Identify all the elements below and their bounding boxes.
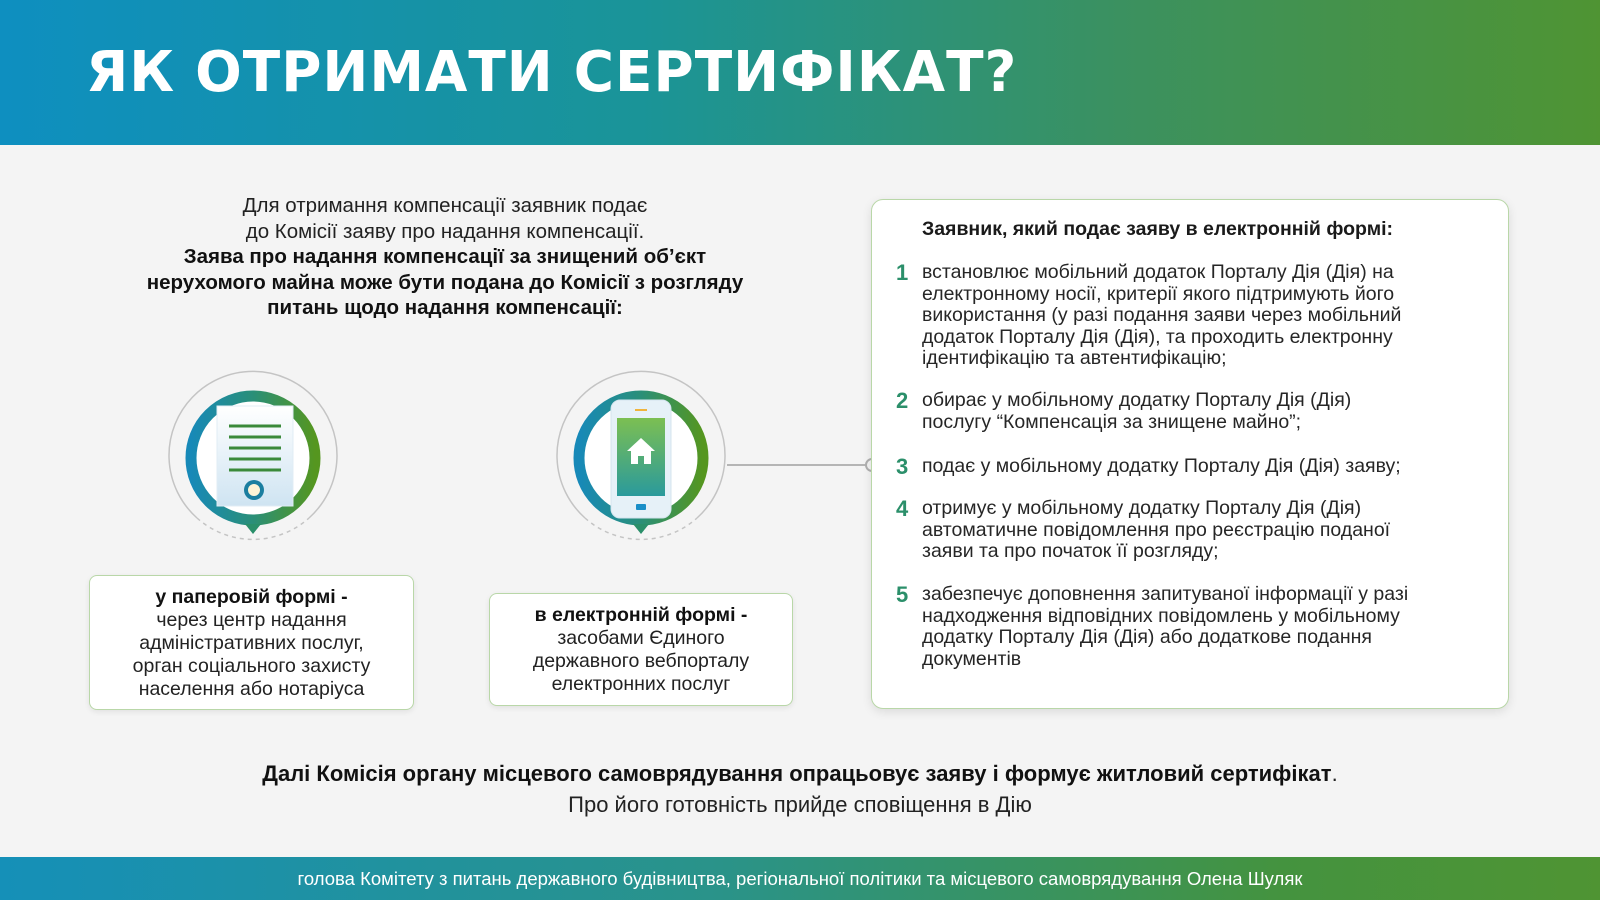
step-line: надходження відповідних повідомлень у мобільному — [922, 604, 1400, 627]
intro-bold-line: питань щодо надання компенсації: — [267, 296, 623, 319]
method-line: електронних послуг — [551, 673, 731, 695]
method-title: в електронній формі - — [534, 604, 748, 626]
method-electronic-box — [489, 593, 793, 706]
header-banner — [0, 0, 1600, 145]
certificate-document-icon — [167, 378, 339, 550]
step-number: 5 — [896, 582, 909, 607]
intro-bold-line: Заява про надання компенсації за знищений об’єкт — [183, 245, 707, 268]
step-line: встановлює мобільний додаток Порталу Дія (Дія) на — [922, 261, 1394, 283]
smartphone-home-icon — [555, 378, 727, 550]
step-line: ідентифікацію та автентифікацію; — [922, 347, 1227, 369]
steps-card — [871, 199, 1509, 709]
method-line: орган соціального захисту — [132, 655, 371, 677]
step-number: 4 — [896, 496, 909, 521]
intro-line: до Комісії заяву про надання компенсації. — [245, 219, 645, 243]
step-line: забезпечує доповнення запитуваної інформації у разі — [922, 583, 1409, 605]
method-line: адміністративних послуг, — [139, 632, 364, 654]
method-line: населення або нотаріуса — [138, 678, 365, 700]
step-item — [896, 456, 1496, 478]
step-line: подає у мобільному додатку Порталу Дія (Дія) заяву; — [922, 455, 1401, 477]
step-line: додатку Порталу Дія (Дія) або додаткове подання — [922, 626, 1372, 648]
steps-title: Заявник, який подає заяву в електронній формі: — [922, 218, 1394, 240]
step-number: 3 — [896, 454, 909, 479]
step-item — [896, 390, 1496, 433]
method-line: засобами Єдиного — [557, 627, 725, 649]
conclusion-bold: Далі Комісія органу місцевого самоврядування опрацьовує заяву і формує житловий сертифікат — [262, 761, 1332, 786]
step-line: заяви та про початок її розгляду; — [922, 540, 1219, 562]
step-number: 1 — [896, 260, 909, 285]
method-line: державного вебпорталу — [532, 650, 750, 672]
connector-line — [727, 464, 871, 466]
conclusion-period: . — [1331, 761, 1338, 786]
step-line: використання (у разі подання заяви через мобільний — [922, 304, 1402, 326]
step-line: документів — [922, 647, 1022, 670]
method-line: через центр надання — [156, 609, 347, 631]
step-line: електронному носії, критерії якого підтримують його — [922, 282, 1395, 305]
step-item — [896, 262, 1496, 370]
step-line: автоматичне повідомлення про реєстрацію поданої — [922, 518, 1391, 541]
step-line: отримує у мобільному додатку Порталу Дія (Дія) — [922, 497, 1362, 519]
conclusion-text — [0, 758, 1600, 820]
intro-text — [80, 193, 810, 321]
step-text — [922, 456, 1401, 478]
step-text — [922, 390, 1351, 433]
step-item — [896, 584, 1496, 670]
step-line: обирає у мобільному додатку Порталу Дія (Дія) — [922, 389, 1352, 411]
method-paper-box — [89, 575, 414, 710]
step-line: додаток Порталу Дія (Дія), та проходить електронну — [922, 325, 1393, 348]
step-line: послугу “Компенсація за знищене майно”; — [922, 410, 1302, 433]
step-item — [896, 498, 1496, 563]
step-number: 2 — [896, 388, 909, 413]
footer-text: голова Комітету з питань державного будівництва, регіональної політики та місцевого самоврядування Олена Шуляк — [297, 868, 1303, 889]
step-text — [922, 262, 1401, 370]
footer-banner — [0, 857, 1600, 900]
conclusion-plain: Про його готовність прийде сповіщення в Дію — [568, 792, 1032, 817]
page-title: ЯК ОТРИМАТИ СЕРТИФІКАТ? — [86, 40, 1018, 105]
method-title: у паперовій формі - — [155, 586, 348, 608]
step-text — [922, 584, 1408, 670]
step-text — [922, 498, 1390, 563]
intro-bold-line: нерухомого майна може бути подана до Комісії з розгляду — [146, 270, 744, 294]
intro-line: Для отримання компенсації заявник подає — [242, 194, 648, 217]
